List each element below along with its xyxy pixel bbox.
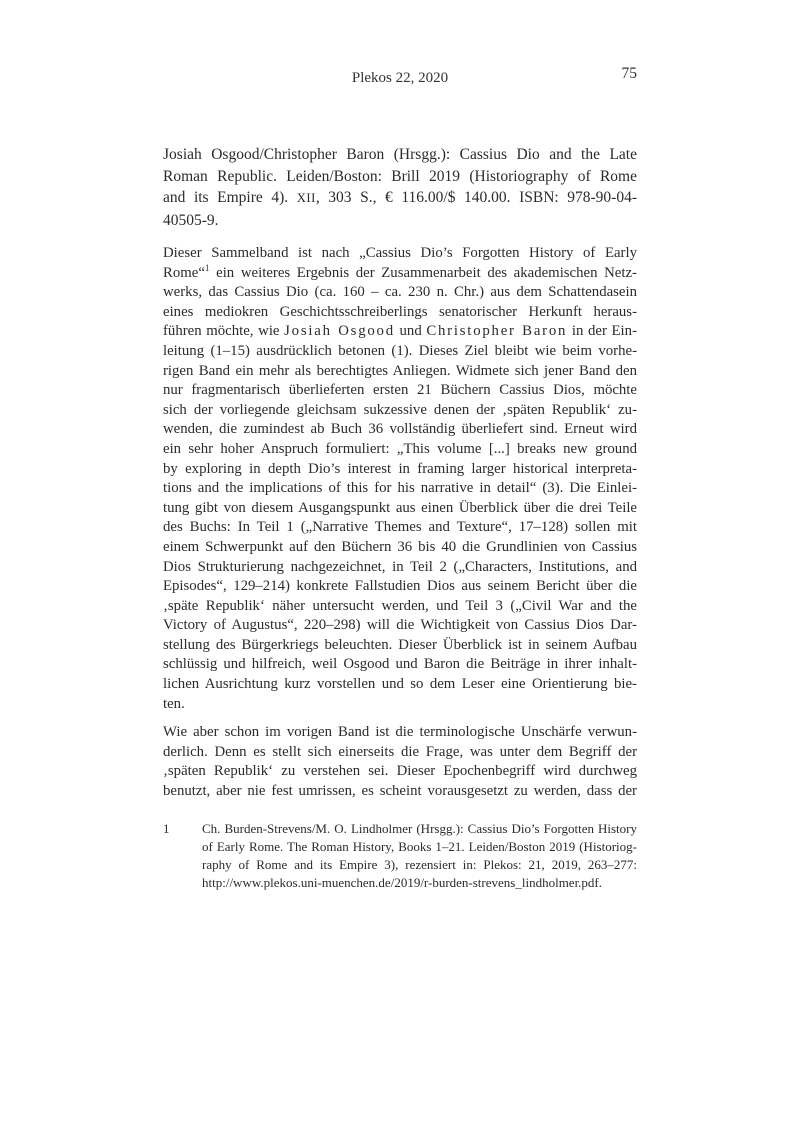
text-line: http://www.plekos.uni-muenchen.de/2019/r-burden-strevens_lindholmer.pdf.	[202, 875, 603, 890]
text-line: by exploring in depth Dio’s interest in framing larger historical interpreta-	[163, 460, 637, 477]
text-line: nur fragmentarisch überlieferten ersten 21 Büchern Cassius Dios, möchte	[163, 382, 637, 399]
text-line: ‚späten Republik‘ zu verstehen sei. Dieser Epochenbegriff wird durchweg	[163, 763, 637, 780]
text-run: ein weiteres Ergebnis der Zusammenarbeit des akademischen Netz-	[209, 264, 637, 281]
text-line	[163, 264, 637, 284]
text-line: Victory of Augustus“, 220–298) will die Wichtigkeit von Cassius Dios Dar-	[163, 617, 637, 634]
footnote-text	[202, 820, 637, 892]
paragraph-2	[163, 723, 637, 801]
text-line: raphy of Rome and its Empire 3), rezensiert in: Plekos: 21, 2019, 263–277:	[202, 857, 637, 872]
text-line: werks, das Cassius Dio (ca. 160 – ca. 230 n. Chr.) aus dem Schattendasein	[163, 284, 637, 301]
review-title-block	[163, 144, 637, 232]
text-line: tions and the implications of this for his narrative in detail“ (3). Die Einlei-	[163, 480, 637, 497]
text-line: Ch. Burden-Strevens/M. O. Lindholmer (Hrsgg.): Cassius Dio’s Forgotten History	[202, 821, 637, 836]
text-line: des Buchs: In Teil 1 („Narrative Themes and Texture“, 17–128) sollen mit	[163, 519, 637, 536]
text-line: of Early Rome. The Roman History, Books 1–21. Leiden/Boston 2019 (Historiog-	[202, 839, 637, 854]
footnote-number: 1	[163, 821, 170, 836]
text-line: 40505-9.	[163, 212, 219, 230]
text-line: lichen Ausrichtung kurz vorstellen und so dem Leser eine Orientierung bie-	[163, 676, 637, 693]
text-line: rigen Band ein mehr als berechtigtes Anliegen. Widmete sich jener Band den	[163, 362, 637, 379]
sp-text: Josiah Osgood	[284, 323, 395, 340]
text-line: Josiah Osgood/Christopher Baron (Hrsgg.): Cassius Dio and the Late	[163, 146, 637, 163]
sp-text: Christopher Baron	[426, 323, 568, 340]
text-line: ‚späte Republik‘ näher untersucht werden, und Teil 3 („Civil War and the	[163, 597, 637, 614]
text-run: , 303 S., € 116.00/$ 140.00. ISBN: 978-90-04-	[315, 189, 637, 207]
text-line: benutzt, aber nie fest umrissen, es scheint vorausgesetzt zu werden, dass der	[163, 782, 637, 799]
text-line: stellung des Bürgerkriegs beleuchten. Dieser Überblick ist in seinem Aufbau	[163, 636, 637, 653]
journal-header: Plekos 22, 2020	[351, 70, 449, 86]
smallcaps-text: XII	[296, 191, 316, 206]
text-line: Wie aber schon im vorigen Band ist die terminologische Unschärfe verwun-	[163, 724, 637, 740]
text-run: in der Ein-	[567, 323, 637, 340]
text-line: schlüssig und hilfreich, weil Osgood und Baron die Beiträge in ihrer inhalt-	[163, 656, 637, 673]
text-run: führen möchte, wie	[163, 323, 285, 340]
text-run: and its Empire 4).	[163, 189, 297, 207]
running-header	[163, 65, 637, 87]
text-line: ten.	[163, 695, 185, 712]
text-line: derlich. Denn es stellt sich einerseits die Frage, was unter dem Begriff der	[163, 743, 637, 760]
text-line: ein sehr hoher Anspruch formuliert: „This volume [...] breaks new ground	[163, 440, 637, 457]
text-line: Episodes“, 129–214) konkrete Fallstudien Dios aus seinem Bericht über die	[163, 578, 637, 595]
text-line	[163, 322, 637, 342]
text-line	[163, 187, 637, 210]
text-line: einem Schwerpunkt auf den Büchern 36 bis 40 die Grundlinien von Cassius	[163, 538, 637, 555]
paragraph-1	[163, 244, 637, 714]
text-line: Roman Republic. Leiden/Boston: Brill 2019 (Historiography of Rome	[163, 167, 637, 185]
text-line: Dieser Sammelband ist nach „Cassius Dio’s Forgotten History of Early	[163, 245, 637, 261]
text-line: wenden, die zumindest ab Buch 36 vollständig überliefert sind. Erneut wird	[163, 421, 637, 438]
text-run: und	[394, 323, 427, 340]
sup-text: 1	[204, 262, 210, 273]
page-number: 75	[621, 65, 637, 82]
text-line: Dios Strukturierung nachgezeichnet, in Teil 2 („Characters, Institutions, and	[163, 558, 637, 575]
text-line: sich der vorliegende gleichsam sukzessive denen der ‚späten Republik‘ zu-	[163, 401, 637, 418]
text-run: Rome“	[163, 264, 205, 281]
text-line: eines mediokren Geschichtsschreiberlings senatorischer Herkunft heraus-	[163, 303, 637, 320]
text-line: leitung (1–15) ausdrücklich betonen (1). Dieses Ziel bleibt wie beim vorhe-	[163, 342, 637, 359]
text-line: tung gibt von diesem Ausgangspunkt aus einen Überblick über die drei Teile	[163, 499, 637, 516]
footnote	[163, 820, 637, 892]
